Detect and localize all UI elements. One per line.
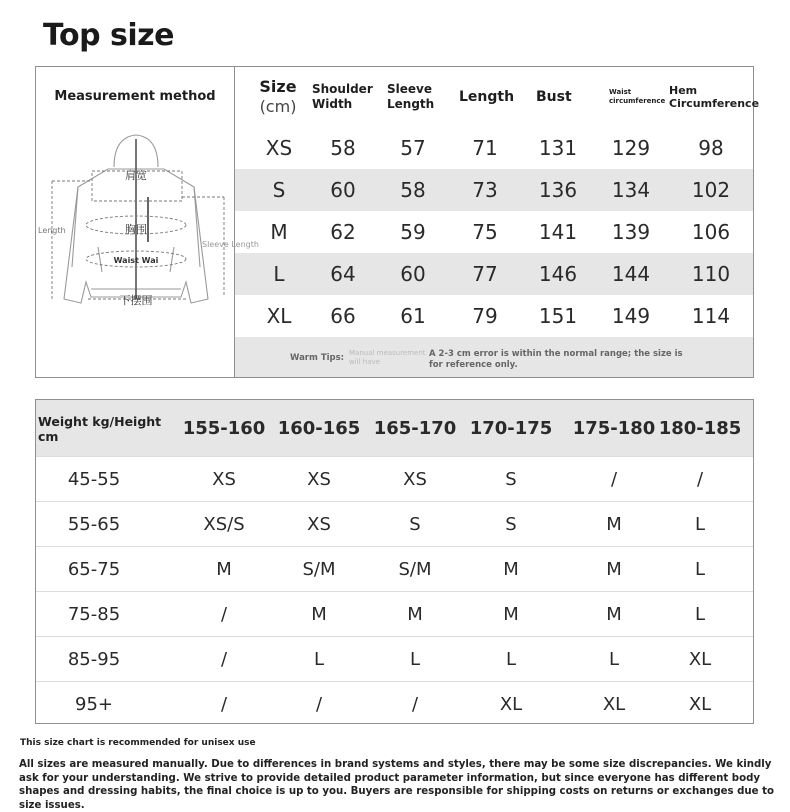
unisex-note: This size chart is recommended for unisex use [20,738,256,748]
size-value: 71 [472,136,498,160]
recommended-size: L [694,559,706,580]
size-value: 149 [611,304,651,328]
weight-row [36,591,753,637]
weight-row [36,456,753,502]
size-value: 57 [400,136,426,160]
size-value: 73 [472,178,498,202]
jacket-diagram [36,67,259,377]
header-hem-circumference: Hem Circumference [669,84,760,110]
size-value: 59 [400,220,426,244]
header-waist-circumference: Waist circumference [609,88,666,105]
size-value: 102 [691,178,731,202]
size-value: 146 [538,262,578,286]
size-row [235,169,753,211]
recommended-size: / [315,694,323,715]
recommended-size: / [696,469,704,490]
recommended-size: S/M [398,559,432,580]
header-shoulder-width: Shoulder Width [312,82,373,111]
weight-range: 75-85 [67,604,121,625]
size-value: 131 [538,136,578,160]
warm-tips [235,337,753,377]
waist-label: Waist Wai [113,256,159,265]
height-column-header: 160-165 [277,417,361,439]
page-title: Top size [43,18,174,53]
recommended-size: M [503,604,519,625]
size-value: 62 [330,220,356,244]
size-label: XS [265,136,293,160]
recommended-size: M [503,559,519,580]
size-grid [235,67,760,377]
size-value: 106 [691,220,731,244]
sleeve-length-label: Sleeve Length [202,240,259,249]
height-column-header: 180-185 [658,417,742,439]
weight-row [36,501,753,547]
recommended-size: XS [403,469,427,490]
height-column-header: 155-160 [182,417,266,439]
weight-row [36,681,753,727]
weight-range: 85-95 [67,649,121,670]
recommended-size: XS [307,469,331,490]
recommended-size: M [216,559,232,580]
weight-range: 95+ [75,694,113,715]
recommended-size: XL [688,649,712,670]
recommended-size: M [606,604,622,625]
weight-range: 55-65 [67,514,121,535]
length-label: Length [38,226,66,235]
size-value: 64 [330,262,356,286]
weight-height-table [35,399,754,724]
size-value: 139 [611,220,651,244]
recommended-size: XS/S [203,514,245,535]
size-value: 110 [691,262,731,286]
hem-label: 下摆围 [119,294,153,307]
weight-range: 45-55 [67,469,121,490]
shoulder-label: 肩宽 [125,169,147,182]
recommended-size: L [409,649,421,670]
recommended-size: / [610,469,618,490]
recommended-size: XL [602,694,626,715]
size-grid-header [235,67,760,127]
measurement-method-heading: Measurement method [54,89,216,104]
recommended-size: XS [307,514,331,535]
size-value: 136 [538,178,578,202]
weight-range: 65-75 [67,559,121,580]
recommended-size: XS [212,469,236,490]
recommended-size: S [409,514,421,535]
size-value: 58 [330,136,356,160]
recommended-size: L [608,649,620,670]
recommended-size: L [694,514,706,535]
size-value: 61 [400,304,426,328]
header-size: Size (cm) [259,77,297,116]
disclaimer: All sizes are measured manually. Due to differences in brand systems and styles, there may be some size discrepancies. We kindly ask for your understanding. We strive to provide detailed product parameter information, but since everyone has different body shapes and dressing habits, the final choice is up to you. Buyers are responsible for shipping costs on returns or exchanges due to size issues. [19,759,775,811]
size-value: 114 [691,304,731,328]
chest-label: 胸围 [125,223,147,236]
recommended-size: S [505,469,517,490]
weight-height-header [36,400,753,456]
size-row [235,211,753,253]
size-label: L [273,262,285,286]
weight-row [36,546,753,592]
header-length: Length [459,88,515,105]
size-row [235,295,753,337]
recommended-size: M [606,559,622,580]
size-value: 151 [538,304,578,328]
size-value: 129 [611,136,651,160]
size-value: 58 [400,178,426,202]
size-value: 79 [472,304,498,328]
corner-label: Weight kg/Height cm [38,414,162,444]
size-table [35,66,760,378]
recommended-size: S/M [302,559,336,580]
size-row [235,127,753,169]
recommended-size: XL [499,694,523,715]
tips-label: Warm Tips: [290,353,345,363]
height-column-header: 175-180 [572,417,656,439]
size-value: 60 [330,178,356,202]
size-value: 144 [611,262,651,286]
recommended-size: M [407,604,423,625]
recommended-size: M [311,604,327,625]
size-value: 98 [698,136,724,160]
size-value: 66 [330,304,356,328]
height-column-header: 165-170 [373,417,457,439]
recommended-size: L [313,649,325,670]
recommended-size: L [505,649,517,670]
size-label: M [270,220,288,244]
height-column-header: 170-175 [469,417,553,439]
recommended-size: L [694,604,706,625]
size-row [235,253,753,295]
recommended-size: M [606,514,622,535]
size-value: 60 [400,262,426,286]
tips-faded-text: Manual measurement will have [349,349,426,366]
header-sleeve-length: Sleeve Length [387,82,435,111]
header-bust: Bust [536,88,572,105]
weight-row [36,636,753,682]
size-value: 77 [472,262,498,286]
size-value: 134 [611,178,651,202]
size-label: XL [266,304,292,328]
recommended-size: / [220,649,228,670]
size-value: 75 [472,220,498,244]
size-label: S [272,178,286,202]
size-value: 141 [538,220,578,244]
recommended-size: / [220,604,228,625]
recommended-size: / [220,694,228,715]
recommended-size: S [505,514,517,535]
tips-text: A 2-3 cm error is within the normal range; the size is for reference only. [429,349,683,370]
recommended-size: / [411,694,419,715]
measurement-method-panel [36,67,259,377]
recommended-size: XL [688,694,712,715]
